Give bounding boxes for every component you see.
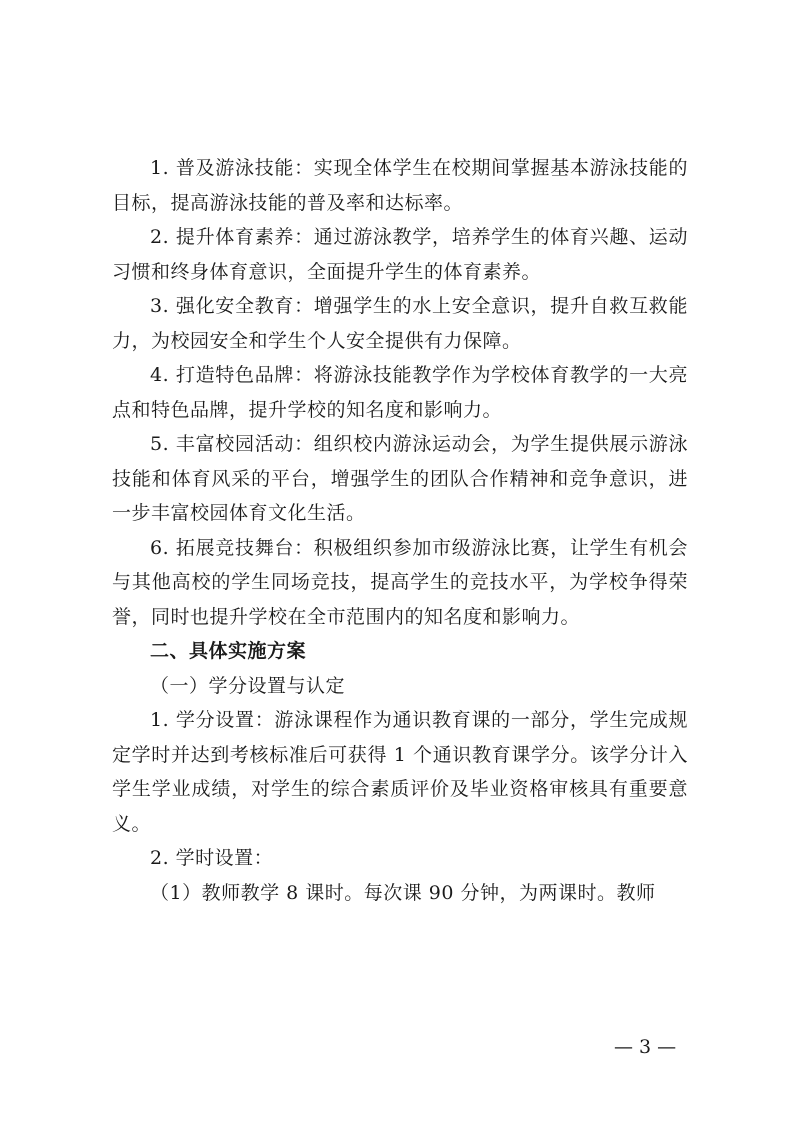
hours-paragraph: （1）教师教学 8 课时。每次课 90 分钟，为两课时。教师: [150, 881, 656, 904]
hours-heading: 2. 学时设置：: [150, 847, 274, 869]
goal-paragraph-3: 3. 强化安全教育：增强学生的水上安全意识，提升自救互救能力，为校园安全和学生个人安全提供有力保障。: [112, 295, 688, 352]
goal-paragraph-5: 5. 丰富校园活动：组织校内游泳运动会，为学生提供展示游泳技能和体育风采的平台，增强学生的团队合作精神和竞争意识，进一步丰富校园体育文化生活。: [112, 433, 688, 524]
goal-paragraph-6: 6. 拓展竞技舞台：积极组织参加市级游泳比赛，让学生有机会与其他高校的学生同场竞技，提高学生的竞技水平，为学校争得荣誉，同时也提升学校在全市范围内的知名度和影响力。: [112, 536, 688, 628]
goal-paragraph-4: 4. 打造特色品牌：将游泳技能教学作为学校体育教学的一大亮点和特色品牌，提升学校的知名度和影响力。: [112, 364, 688, 421]
section-heading: 二、具体实施方案: [150, 640, 307, 662]
credit-paragraph: 1. 学分设置：游泳课程作为通识教育课的一部分，学生完成规定学时并达到考核标准后可获得 1 个通识教育课学分。该学分计入学生学业成绩，对学生的综合素质评价及毕业资格审核具有重要意义。: [112, 709, 688, 835]
goal-paragraph-1: 1. 普及游泳技能：实现全体学生在校期间掌握基本游泳技能的目标，提高游泳技能的普及率和达标率。: [112, 157, 688, 214]
subsection-heading: （一）学分设置与认定: [150, 674, 346, 697]
page-number: — 3 —: [614, 1036, 677, 1058]
goal-paragraph-2: 2. 提升体育素养：通过游泳教学，培养学生的体育兴趣、运动习惯和终身体育意识，全面提升学生的体育素养。: [112, 226, 688, 283]
page-content: [112, 151, 688, 910]
